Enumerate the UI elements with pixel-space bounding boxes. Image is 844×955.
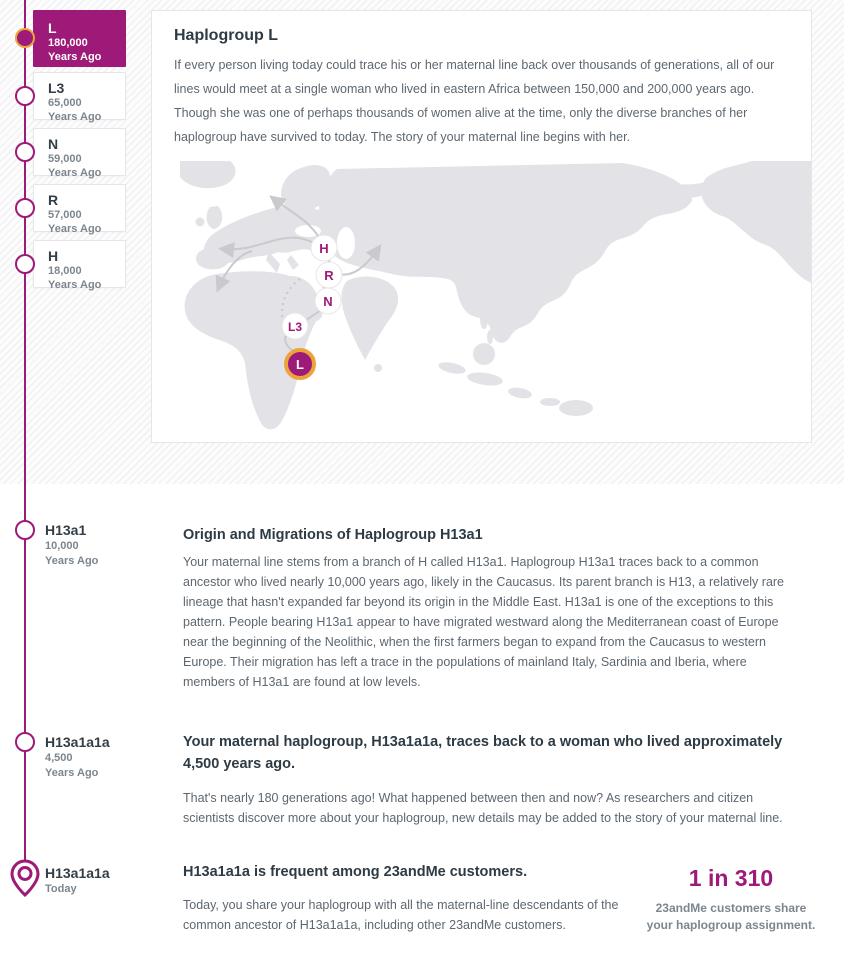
haplogroup-years: 10,000 [45,540,79,552]
stat-value: 1 in 310 [688,865,774,891]
card-title: Haplogroup L [174,27,278,44]
stat-caption: 23andMe customers share your haplogroup assignment. [646,901,816,932]
today-pin-icon [8,858,42,898]
world-migration-map [152,161,811,442]
timeline-node-h13a1a1a [15,732,35,752]
timeline-item-h[interactable] [33,240,126,291]
haplogroup-era: Today [45,883,77,895]
map-marker-label-l: L [296,357,304,372]
timeline-item-n[interactable] [33,128,126,179]
today-heading: H13a1a1a is frequent among 23andMe customers. [183,864,528,880]
haplogroup-label: H [48,248,59,264]
timeline-item-r[interactable] [33,184,126,235]
haplogroup-label: R [48,192,59,208]
haplogroup-years: 65,000 [48,97,82,109]
origin-heading: Origin and Migrations of Haplogroup H13a1 [183,527,483,543]
haplogroup-era: Years Ago [45,555,99,567]
timeline-node-l-current [15,28,35,48]
landmass [180,161,811,429]
map-marker-label-h: H [319,241,329,256]
haplogroup-years: 57,000 [48,209,82,221]
haplogroup-era: Years Ago [48,279,102,291]
frequency-stat [646,864,816,934]
timeline-item-l[interactable] [33,10,126,67]
haplogroup-label: N [48,136,59,152]
haplogroup-card [151,10,812,443]
haplogroup-era: Years Ago [48,223,102,235]
map-marker-label-l3: L3 [287,320,303,334]
timeline-item-h13a1a1a-today[interactable] [45,864,110,897]
haplogroup-years: 59,000 [48,153,82,165]
timeline-node-n [15,142,35,162]
timeline-node-r [15,198,35,218]
timeline-node-h13a1 [15,520,35,540]
origin-body: Your maternal line stems from a branch of H called H13a1. Haplogroup H13a1 traces back to a common ancestor who lived nearly 10,000 years ago, likely in the Caucasus. Its parent branch is H13, a relatively rare lineage that hasn't expanded far beyond its origin in the Middle East. H13a1 is one of the exceptions to this pattern. People bearing H13a1 appear to have migrated westward along the Mediterranean coast of Europe near the beginning of the Neolithic, when the first farmers began to expand from the Caucasus to western Europe. Their migration has left a trace in the populations of mainland Italy, Sardinia and Iberia, where members of H13a1 are found at low levels. [183,555,785,689]
haplogroup-era: Years Ago [48,167,102,179]
map-marker-label-r: R [324,268,334,283]
timeline-line [24,0,26,860]
map-marker-label-n: N [323,294,333,309]
recent-heading: Your maternal haplogroup, H13a1a1a, traces back to a woman who lived approximately 4,500 years ago. [183,734,783,772]
haplogroup-label: H13a1a1a [45,865,110,881]
haplogroup-years: 18,000 [48,265,82,277]
card-body: If every person living today could trace his or her maternal line back over thousands of generations, all of our lines would meet at a single woman who lived in eastern Africa between 150,000 and 200,000 years ago. Though she was one of perhaps thousands of women alive at the time, only the diverse branches of her haplogroup have survived to today. The story of your maternal line begins with her. [174,58,775,144]
recent-body: That's nearly 180 generations ago! What happened between then and now? As researchers and citizen scientists discover more about your haplogroup, new details may be added to the story of your maternal line. [183,791,783,825]
haplogroup-years: 180,000 [48,37,88,49]
timeline-item-h13a1[interactable] [45,521,98,569]
haplogroup-era: Years Ago [48,51,102,63]
haplogroup-label: L3 [48,80,65,96]
timeline-item-h13a1a1a[interactable] [45,733,110,781]
haplogroup-era: Years Ago [48,111,102,123]
timeline-node-h [15,254,35,274]
haplogroup-label: H13a1 [45,522,87,538]
haplogroup-era: Years Ago [45,767,99,779]
haplogroup-label: H13a1a1a [45,734,110,750]
today-body: Today, you share your haplogroup with all the maternal-line descendants of the common ancestor of H13a1a1a, including other 23andMe customers. [183,898,619,932]
timeline-item-l3[interactable] [33,72,126,123]
timeline-node-l3 [15,86,35,106]
haplogroup-years: 4,500 [45,752,73,764]
haplogroup-label: L [48,20,57,36]
